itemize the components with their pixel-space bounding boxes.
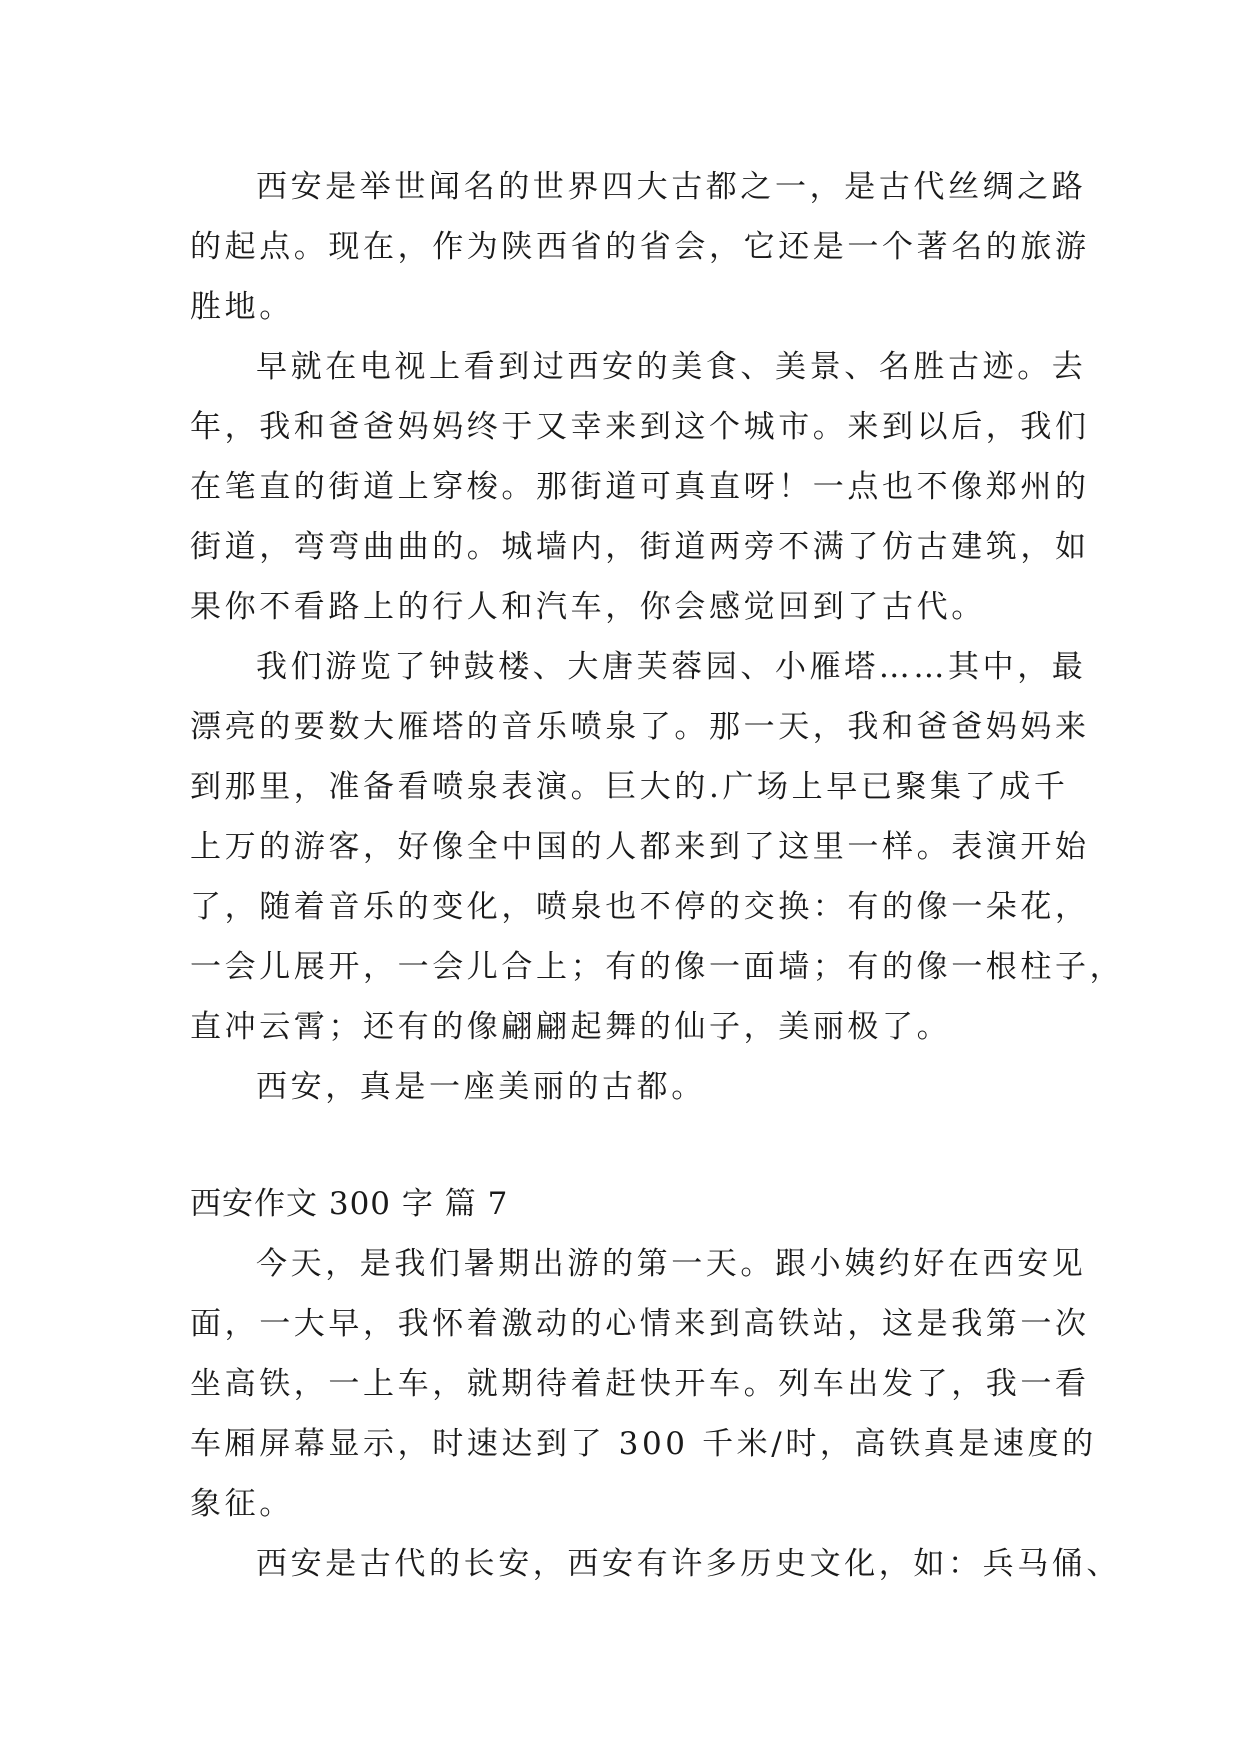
paragraph-intro — [190, 157, 1090, 337]
text-line: 在笔直的街道上穿梭。那街道可真直呀！一点也不像郑州的 — [190, 469, 1090, 505]
paragraph-tv — [190, 337, 1090, 637]
text-line: 胜地。 — [190, 289, 294, 325]
text-line: 车厢屏幕显示，时速达到了 300 千米/时，高铁真是速度的 — [190, 1426, 1097, 1462]
text-line: 坐高铁，一上车，就期待着赶快开车。列车出发了，我一看 — [190, 1366, 1090, 1402]
text-line: 直冲云霄；还有的像翩翩起舞的仙子，美丽极了。 — [190, 1009, 952, 1045]
text-line: 年，我和爸爸妈妈终于又幸来到这个城市。来到以后，我们 — [190, 409, 1090, 445]
text-line: 了，随着音乐的变化，喷泉也不停的交换：有的像一朵花， — [190, 889, 1090, 925]
text-line: 面，一大早，我怀着激动的心情来到高铁站，这是我第一次 — [190, 1306, 1090, 1342]
text-line: 一会儿展开，一会儿合上；有的像一面墙；有的像一根柱子， — [190, 949, 1125, 985]
text-line: 早就在电视上看到过西安的美食、美景、名胜古迹。去 — [256, 349, 1087, 385]
text-line: 果你不看路上的行人和汽车，你会感觉回到了古代。 — [190, 589, 986, 625]
paragraph-history — [190, 1534, 1121, 1594]
paragraph-conclusion — [190, 1057, 1056, 1117]
text-line: 漂亮的要数大雁塔的音乐喷泉了。那一天，我和爸爸妈妈来 — [190, 709, 1090, 745]
text-line: 今天，是我们暑期出游的第一天。跟小姨约好在西安见 — [256, 1246, 1087, 1282]
document-body — [190, 157, 1125, 1594]
section-heading: 西安作文 300 字 篇 7 — [190, 1186, 509, 1222]
text-line: 街道，弯弯曲曲的。城墙内，街道两旁不满了仿古建筑，如 — [190, 529, 1090, 565]
paragraph-fountain — [190, 637, 1125, 1057]
text-line: 西安，真是一座美丽的古都。 — [256, 1069, 706, 1105]
text-line: 上万的游客，好像全中国的人都来到了这里一样。表演开始 — [190, 829, 1090, 865]
text-line: 的起点。现在，作为陕西省的省会，它还是一个著名的旅游 — [190, 229, 1090, 265]
text-line: 我们游览了钟鼓楼、大唐芙蓉园、小雁塔……其中，最 — [256, 649, 1087, 685]
text-line: 西安是古代的长安，西安有许多历史文化，如：兵马俑、 — [256, 1546, 1121, 1582]
paragraph-train — [190, 1234, 1097, 1534]
text-line: 西安是举世闻名的世界四大古都之一，是古代丝绸之路 — [256, 169, 1087, 205]
text-line: 到那里，准备看喷泉表演。巨大的.广场上早已聚集了成千 — [190, 769, 1069, 805]
text-line: 象征。 — [190, 1486, 294, 1522]
section-gap — [190, 1117, 1056, 1174]
